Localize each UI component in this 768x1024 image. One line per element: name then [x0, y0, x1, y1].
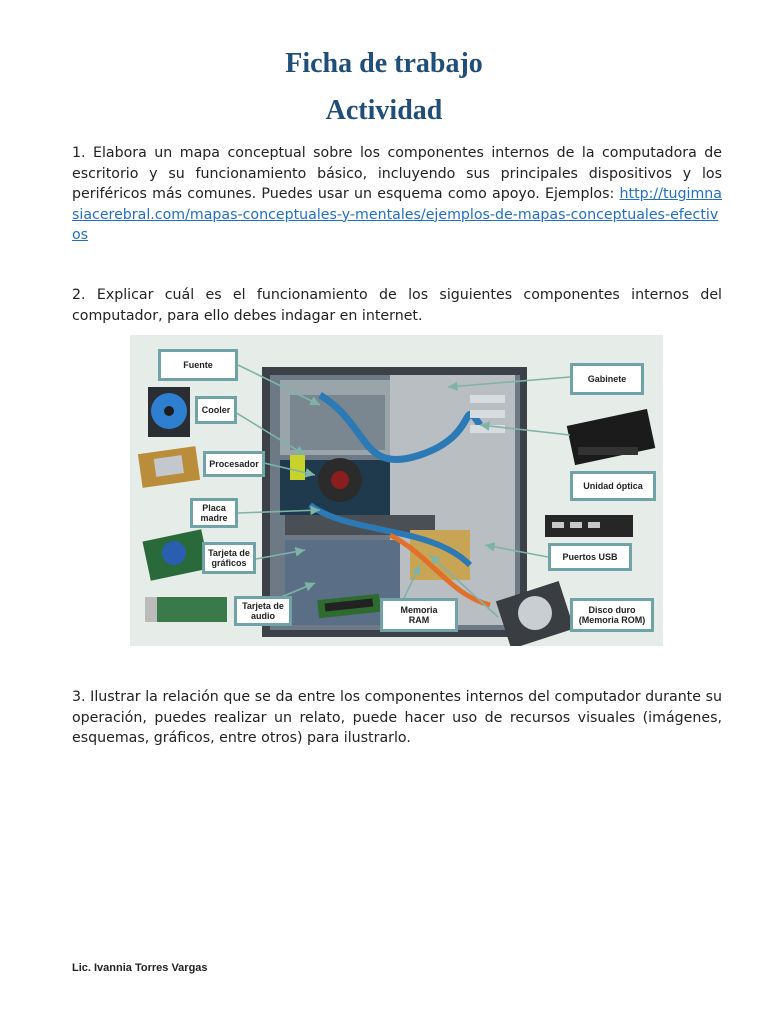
optical-drive-image	[567, 409, 656, 465]
processor-image	[138, 446, 200, 488]
label-placa-madre: Placa madre	[190, 498, 238, 528]
label-disco-duro: Disco duro (Memoria ROM)	[570, 598, 654, 632]
label-unidad-optica: Unidad óptica	[570, 471, 656, 501]
examples-link[interactable]: http://tugimnasiacerebral.com/mapas-conceptuales-y-mentales/ejemplos-de-mapas-conceptuales-efectivos	[72, 186, 722, 243]
label-memoria-ram: Memoria RAM	[380, 598, 458, 632]
label-tarjeta-audio: Tarjeta de audio	[234, 596, 292, 626]
item-1-text: 1. Elabora un mapa conceptual sobre los componentes internos de la computadora de escritorio y su funcionamiento básico, incluyendo sus principales dispositivos y los periféricos más comunes. Puedes usar un esquema como apoyo. Ejemplos:	[72, 145, 722, 202]
activity-item-1	[72, 143, 722, 246]
label-gabinete: Gabinete	[570, 363, 644, 395]
label-procesador: Procesador	[203, 451, 265, 477]
page-subtitle: Actividad	[325, 95, 443, 126]
audio-card-image	[145, 597, 227, 622]
label-puertos-usb: Puertos USB	[548, 543, 632, 571]
pc-components-diagram	[130, 335, 663, 646]
computer-case-image	[262, 367, 527, 637]
label-tarjeta-graficos: Tarjeta de gráficos	[202, 542, 256, 574]
label-cooler: Cooler	[195, 396, 237, 424]
activity-item-2: 2. Explicar cuál es el funcionamiento de los siguientes componentes internos del computador, para ello debes indagar en internet.	[72, 287, 722, 324]
footer-author: Lic. Ivannia Torres Vargas	[72, 962, 208, 974]
activity-item-3: 3. Ilustrar la relación que se da entre los componentes internos del computador durante su operación, puedes realizar un relato, puede hacer uso de recursos visuales (imágenes, esquemas, gráficos, entre otros) para ilustrarlo.	[72, 689, 722, 746]
usb-ports-image	[545, 515, 633, 537]
page-title: Ficha de trabajo	[285, 48, 483, 79]
cooler-image	[148, 387, 190, 437]
graphics-card-image	[142, 529, 209, 581]
label-fuente: Fuente	[158, 349, 238, 381]
